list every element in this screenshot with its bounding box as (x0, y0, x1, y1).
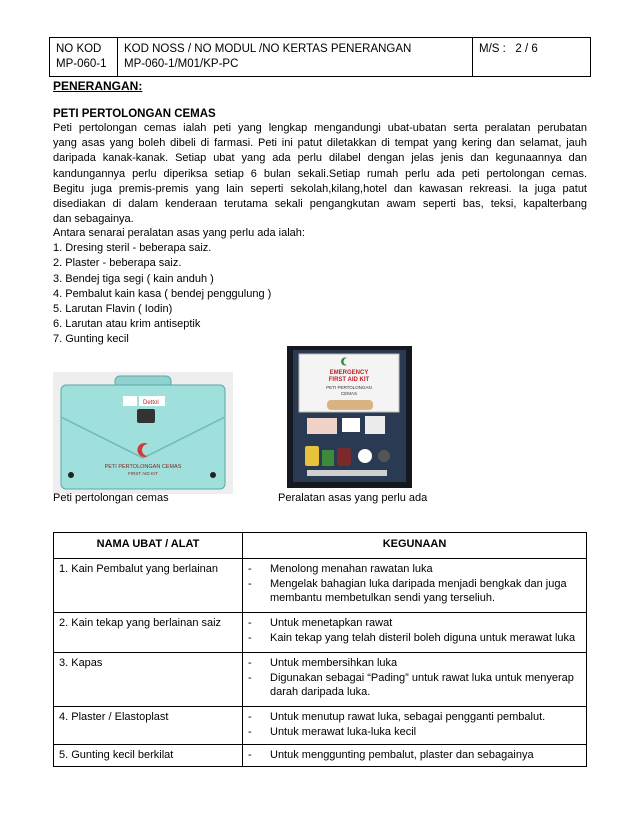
bullet-dash: - (248, 671, 252, 684)
kit-label-line1: PETI PERTOLONGAN CEMAS (104, 464, 182, 470)
paragraph-line: disediakan di dalam kenderaan terutama sekali pengangkutan awam seperti bas, teksi, kapalterbang (53, 198, 587, 211)
use-entry (248, 710, 581, 725)
first-aid-kit-photo (53, 372, 233, 494)
item-name: 1. Kain Pembalut yang berlainan (54, 559, 243, 613)
header-module-value: MP-060-1/M01/KP-PC (124, 58, 239, 70)
bullet-dash: - (248, 577, 252, 590)
table-header-name: NAMA UBAT / ALAT (54, 533, 243, 559)
paragraph-line: dan sebagainya. (53, 213, 134, 226)
item-uses (243, 745, 587, 767)
paragraph-line: kandungannya perlu diperiksa setiap 6 bulan sekali.Setiap rumah perlu ada peti pertolongan cemas. (53, 167, 587, 180)
open-kit-label-line4: CEMAS (340, 391, 358, 396)
header-page-cell (473, 38, 590, 76)
bullet-dash: - (248, 725, 252, 738)
open-kit-label-line2: FIRST AID KIT (328, 377, 370, 383)
header-code-label: NO KOD (56, 43, 102, 55)
list-item: 4. Pembalut kain kasa ( bendej penggulung ) (53, 287, 272, 300)
list-item: 1. Dresing steril - beberapa saiz. (53, 242, 212, 255)
first-aid-contents-photo (287, 346, 412, 488)
header-module-label: KOD NOSS / NO MODUL /NO KERTAS PENERANGAN (124, 43, 412, 55)
list-item: 6. Larutan atau krim antiseptik (53, 318, 201, 331)
open-kit-label-line3: PETI PERTOLONGAN (326, 385, 372, 390)
equipment-list (53, 226, 305, 348)
list-intro: Antara senarai peralatan asas yang perlu ada ialah: (53, 227, 305, 239)
list-item: 3. Bendej tiga segi ( kain anduh ) (53, 272, 214, 285)
bullet-dash: - (248, 631, 252, 644)
paragraph-line: daripada kanak-kanak. Setiap ubat yang ada perlu dilabel dengan jelas jenis dan kegunaannya dan (53, 152, 587, 165)
kit-label-line2: FIRST AID KIT (128, 471, 158, 476)
photo-caption-kit: Peti pertolongan cemas (53, 492, 169, 504)
use-entry (248, 656, 581, 671)
paragraph-line: Peti pertolongan cemas ialah peti yang lengkap mengandungi ubat-ubatan serta peralatan perubatan (53, 122, 587, 134)
use-text: Kain tekap yang telah disteril boleh diguna untuk merawat luka (270, 631, 576, 644)
bullet-dash: - (248, 711, 252, 723)
paragraph-line: Begitu juga premis-premis yang lain seperti sekolah,kilang,hotel dan kawasan rekreasi. Ia juga patut (53, 182, 587, 195)
use-text: Digunakan sebagai “Pading” untuk rawat luka untuk menyerap darah daripada luka. (270, 671, 574, 698)
header-code-value: MP-060-1 (56, 58, 107, 70)
section-title: PENERANGAN: (53, 79, 143, 93)
use-entry (248, 616, 581, 631)
table-row (54, 745, 587, 767)
bullet-dash: - (248, 563, 252, 575)
item-name: 2. Kain tekap yang berlainan saiz (54, 613, 243, 653)
medicine-uses-table (53, 532, 587, 767)
use-entry (248, 671, 581, 700)
list-item: 5. Larutan Flavin ( Iodin) (53, 303, 173, 316)
use-entry (248, 577, 581, 606)
item-uses (243, 559, 587, 613)
table-row (54, 559, 587, 613)
bullet-dash: - (248, 657, 252, 669)
document-header-table (49, 37, 591, 77)
item-uses (243, 653, 587, 707)
use-entry (248, 725, 581, 740)
open-kit-label-line1: EMERGENCY (329, 370, 369, 376)
photo-caption-contents: Peralatan asas yang perlu ada (278, 492, 428, 504)
table-row (54, 707, 587, 745)
item-name: 5. Gunting kecil berkilat (54, 745, 243, 767)
item-name: 3. Kapas (54, 653, 243, 707)
use-text: Mengelak bahagian luka daripada menjadi bengkak dan juga membantu membetulkan sendi yang terseliuh. (270, 577, 567, 604)
table-row (54, 653, 587, 707)
bullet-dash: - (248, 749, 252, 761)
table-row (54, 613, 587, 653)
use-entry (248, 748, 581, 763)
intro-paragraph (53, 121, 587, 227)
use-text: Menolong menahan rawatan luka (270, 563, 433, 575)
use-text: Untuk menetapkan rawat (270, 617, 393, 629)
list-item: 2. Plaster - beberapa saiz. (53, 257, 182, 270)
item-name: 4. Plaster / Elastoplast (54, 707, 243, 745)
kit-brand-text: Dettol (143, 400, 159, 406)
use-text: Untuk menutup rawat luka, sebagai pengganti pembalut. (270, 711, 546, 723)
use-text: Untuk merawat luka-luka kecil (270, 725, 417, 738)
bullet-dash: - (248, 617, 252, 629)
item-uses (243, 613, 587, 653)
use-text: Untuk menggunting pembalut, plaster dan sebagainya (270, 749, 534, 761)
header-code-cell (50, 38, 118, 76)
table-header-row (54, 533, 587, 559)
use-entry (248, 562, 581, 577)
list-item: 7. Gunting kecil (53, 333, 129, 346)
first-aid-contents-illustration (287, 346, 412, 488)
paragraph-line: yang asas yang boleh dibeli di farmasi. Peti ini patut diletakkan di tempat yang kering dan selamat, jauh (53, 137, 587, 150)
header-page-number: M/S : 2 / 6 (479, 43, 538, 55)
use-entry (248, 631, 581, 646)
header-module-cell (118, 38, 473, 76)
use-text: Untuk membersihkan luka (270, 657, 398, 669)
table-header-use: KEGUNAAN (243, 533, 587, 559)
first-aid-box-illustration (53, 372, 233, 494)
item-uses (243, 707, 587, 745)
subheading: PETI PERTOLONGAN CEMAS (53, 108, 216, 120)
